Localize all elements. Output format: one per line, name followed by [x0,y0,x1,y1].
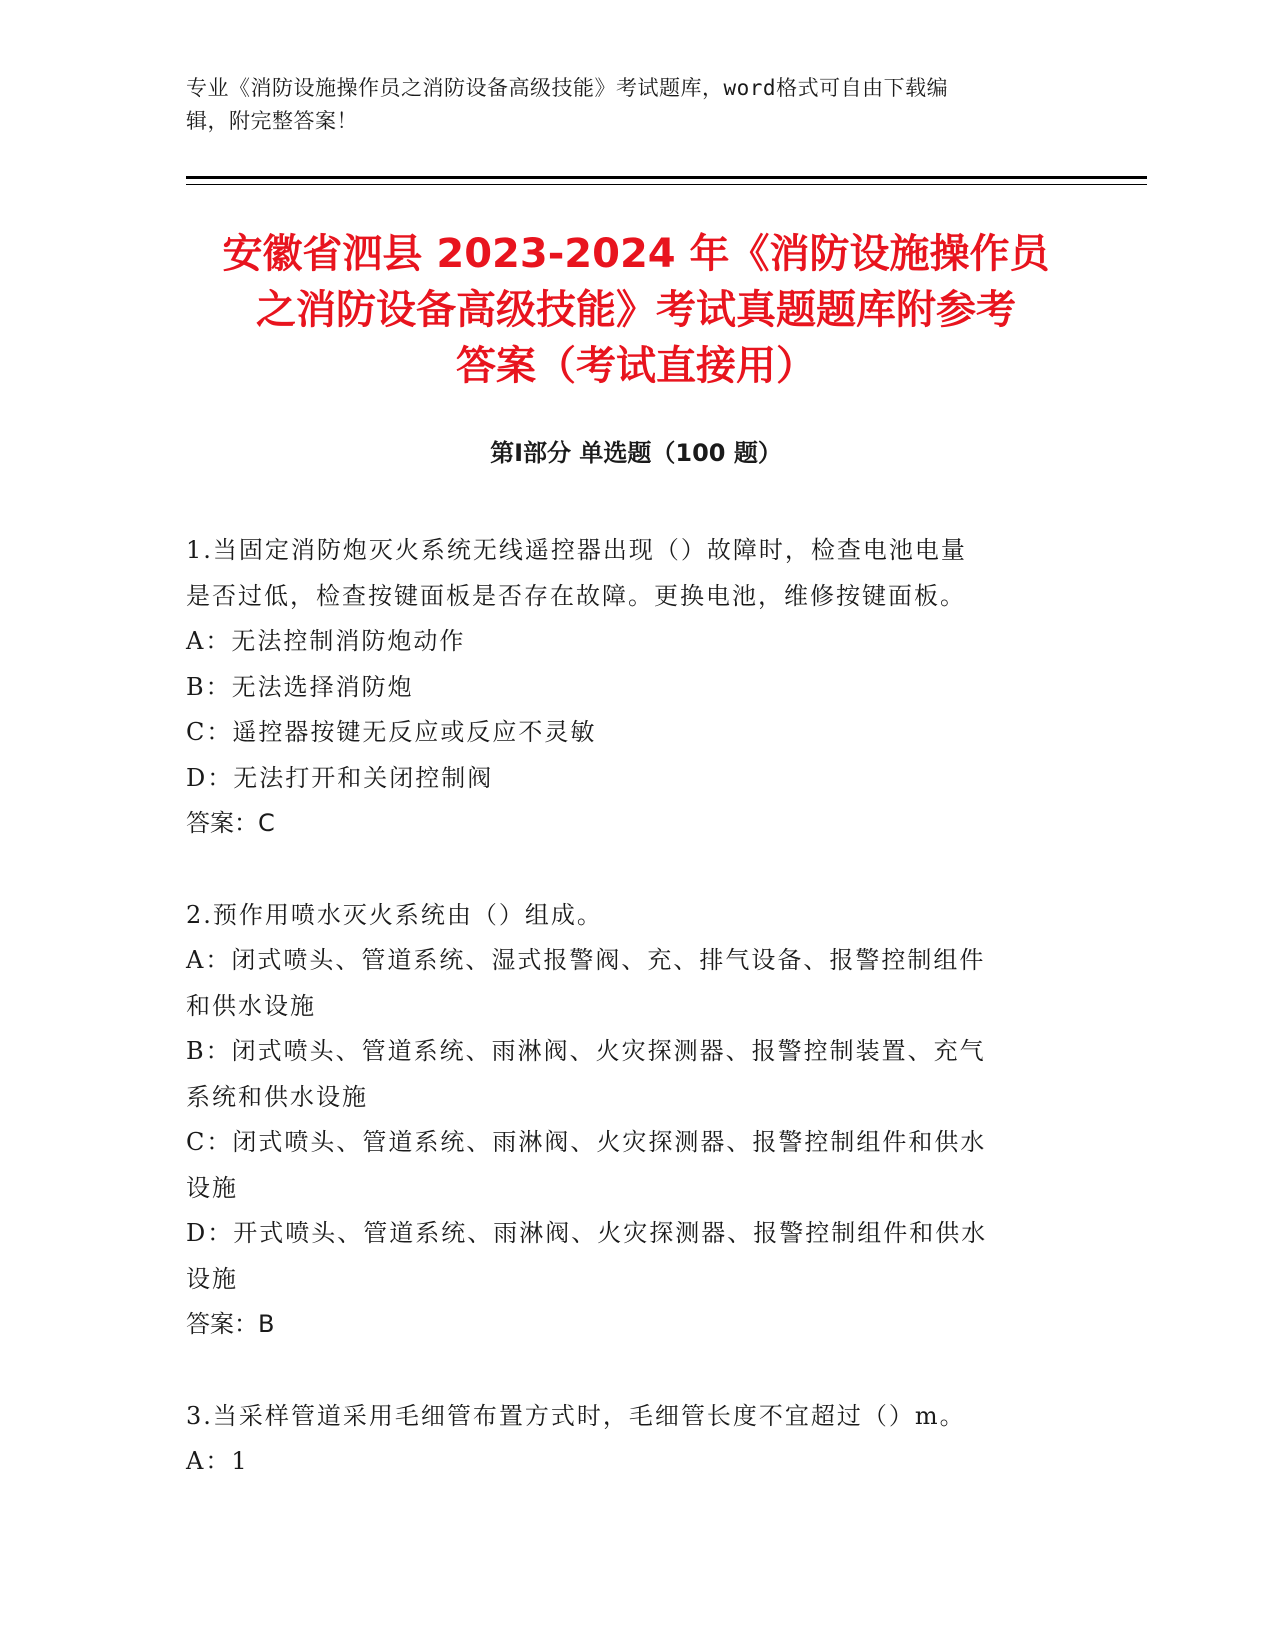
header-note-line-2: 辑，附完整答案！ [186,109,358,133]
option-a-continued: 和供水设施 [186,991,316,1020]
question-3 [186,1394,1066,1485]
header-divider-thick [186,176,1147,179]
question-stem-line: 是否过低，检查按键面板是否存在故障。更换电池，维修按键面板。 [186,581,966,610]
question-stem-line: 1.当固定消防炮灭火系统无线遥控器出现（）故障时，检查电池电量 [186,536,967,564]
option-a: A：无法控制消防炮动作 [186,627,466,655]
title-line-1: 安徽省泗县 2023-2024 年《消防设施操作员 [222,231,1050,277]
option-a: A：1 [186,1447,249,1475]
title-line-3: 答案（考试直接用） [456,343,816,389]
title-line-2: 之消防设备高级技能》考试真题题库附参考 [256,287,1016,333]
section-title: 第Ⅰ部分 单选题（100 题） [490,439,782,467]
header-note-line-1: 专业《消防设施操作员之消防设备高级技能》考试题库，word格式可自由下载编 [186,76,949,100]
option-a: A：闭式喷头、管道系统、湿式报警阀、充、排气设备、报警控制组件 [186,946,986,974]
question-stem-line: 2.预作用喷水灭火系统由（）组成。 [186,900,603,929]
option-d: D：开式喷头、管道系统、雨淋阀、火灾探测器、报警控制组件和供水 [186,1219,988,1247]
question-stem-line: 3.当采样管道采用毛细管布置方式时，毛细管长度不宜超过（）m。 [186,1401,966,1430]
question-list [186,528,1066,1531]
option-b: B：闭式喷头、管道系统、雨淋阀、火灾探测器、报警控制装置、充气 [186,1037,986,1065]
question-2 [186,893,1066,1348]
option-b-continued: 系统和供水设施 [186,1082,368,1111]
document-title [186,226,1086,394]
option-b: B：无法选择消防炮 [186,672,414,701]
option-c-continued: 设施 [186,1173,238,1202]
answer: 答案：C [186,809,275,837]
answer: 答案：B [186,1310,275,1338]
option-c: C：遥控器按键无反应或反应不灵敏 [186,718,597,746]
question-1 [186,528,1066,847]
header-divider-thin [186,184,1147,185]
header-note [186,72,1066,138]
option-d-continued: 设施 [186,1264,238,1293]
option-d: D：无法打开和关闭控制阀 [186,763,494,792]
option-c: C：闭式喷头、管道系统、雨淋阀、火灾探测器、报警控制组件和供水 [186,1128,987,1156]
